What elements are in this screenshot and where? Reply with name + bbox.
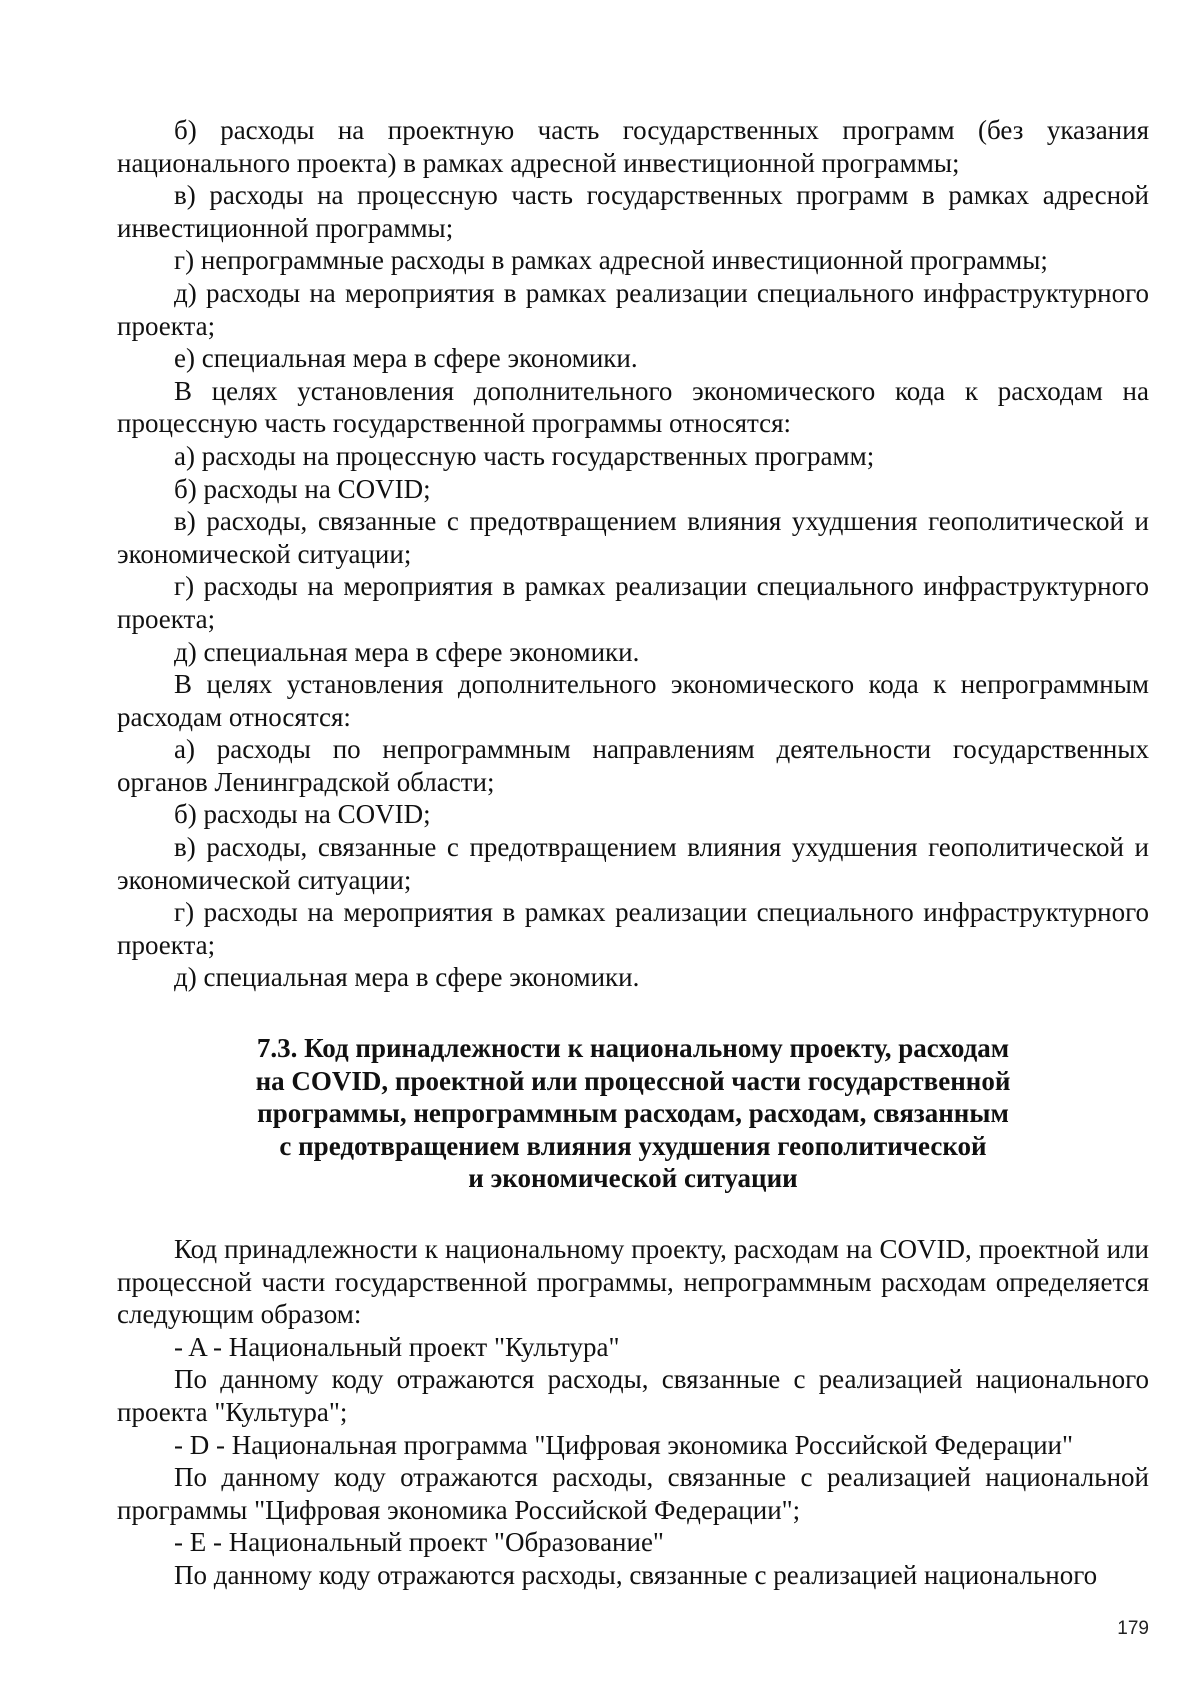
heading-line: и экономической ситуации	[468, 1163, 798, 1194]
list-item: в) расходы на процессную часть государственных программ в рамках адресной инвестиционной программы;	[117, 180, 1149, 243]
code-item: - E - Национальный проект "Образование"	[174, 1527, 664, 1558]
paragraph: По данному коду отражаются расходы, связанные с реализацией национального проекта "Культура";	[117, 1364, 1149, 1427]
list-item: д) специальная мера в сфере экономики.	[174, 636, 640, 667]
list-item: а) расходы на процессную часть государственных программ;	[174, 440, 875, 471]
code-item: - A - Национальный проект "Культура"	[174, 1331, 620, 1362]
list-item: е) специальная мера в сфере экономики.	[174, 343, 638, 374]
list-item: г) непрограммные расходы в рамках адресной инвестиционной программы;	[174, 245, 1048, 276]
list-item: д) расходы на мероприятия в рамках реализации специального инфраструктурного проекта;	[117, 277, 1149, 341]
page-number: 179	[1117, 1618, 1149, 1639]
list-item: б) расходы на COVID;	[174, 799, 431, 830]
paragraph: В целях установления дополнительного экономического кода к расходам на процессную часть государственной программы относятся:	[117, 375, 1149, 439]
list-item: б) расходы на проектную часть государственных программ (без указания национального проекта) в рамках адресной инвестиционной программы;	[117, 115, 1149, 178]
paragraph: По данному коду отражаются расходы, связанные с реализацией национальной программы "Цифровая экономика Российской Федерации";	[117, 1462, 1149, 1525]
heading-line: 7.3. Код принадлежности к национальному проекту, расходам	[256, 1033, 1010, 1064]
paragraph: По данному коду отражаются расходы, связанные с реализацией национального	[174, 1559, 1098, 1590]
paragraph: Код принадлежности к национальному проекту, расходам на COVID, проектной или процессной части государственной программы, непрограммным расходам определяется следующим образом:	[117, 1234, 1149, 1330]
list-item: г) расходы на мероприятия в рамках реализации специального инфраструктурного проекта;	[117, 897, 1149, 960]
document-body	[117, 114, 1149, 1592]
list-item: г) расходы на мероприятия в рамках реализации специального инфраструктурного проекта;	[117, 571, 1149, 634]
list-item: в) расходы, связанные с предотвращением влияния ухудшения геополитической и экономической ситуации;	[117, 506, 1149, 569]
section-heading	[117, 1032, 1149, 1195]
list-item: в) расходы, связанные с предотвращением влияния ухудшения геополитической и экономической ситуации;	[117, 832, 1149, 895]
heading-line: программы, непрограммным расходам, расходам, связанным	[257, 1098, 1009, 1129]
list-item: б) расходы на COVID;	[174, 473, 431, 504]
list-item: д) специальная мера в сфере экономики.	[174, 962, 640, 993]
list-item: а) расходы по непрограммным направлениям деятельности государственных органов Ленинградской области;	[117, 734, 1149, 797]
heading-line: с предотвращением влияния ухудшения геополитической	[279, 1130, 987, 1161]
paragraph: В целях установления дополнительного экономического кода к непрограммным расходам относятся:	[117, 669, 1149, 732]
heading-line: на COVID, проектной или процессной части государственной	[255, 1065, 1011, 1096]
code-item: - D - Национальная программа "Цифровая экономика Российской Федерации"	[174, 1429, 1074, 1460]
